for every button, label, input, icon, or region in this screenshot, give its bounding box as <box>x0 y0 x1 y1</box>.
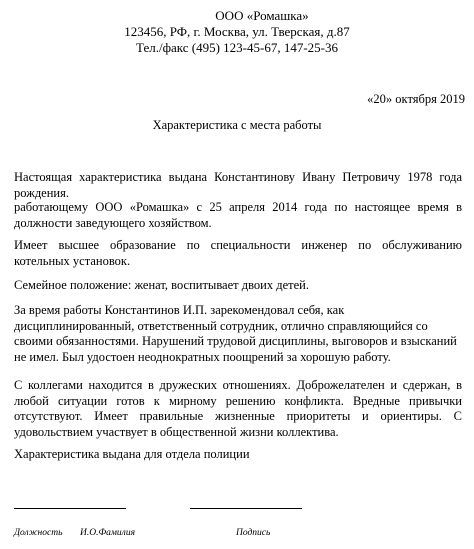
signature-caption: Подпись <box>236 528 271 538</box>
paragraph-purpose: Характеристика выдана для отдела полиции <box>14 447 250 461</box>
company-address: 123456, РФ, г. Москва, ул. Тверская, д.87 <box>124 24 350 39</box>
document-title: Характеристика с места работы <box>152 118 322 132</box>
document-date: «20» октября 2019 <box>367 92 465 106</box>
position-caption: Должность <box>14 528 63 538</box>
company-phone: Тел./факс (495) 123-45-67, 147-25-36 <box>136 40 338 55</box>
signature-line <box>190 508 302 509</box>
paragraph-employment: работающему ООО «Ромашка» с 25 апреля 2014 года по настоящее время в должности заведующего хозяйством. <box>14 200 462 230</box>
paragraph-family: Семейное положение: женат, воспитывает двоих детей. <box>14 278 309 292</box>
paragraph-education: Имеет высшее образование по специальности инженер по обслуживанию котельных установок. <box>14 238 462 268</box>
company-name: ООО «Ромашка» <box>215 8 309 23</box>
name-caption: И.О.Фамилия <box>80 528 135 538</box>
position-signature-line <box>14 508 126 509</box>
paragraph-intro: Настоящая характеристика выдана Константинову Ивану Петровичу 1978 года рождения. <box>14 170 462 200</box>
paragraph-relations: С коллегами находится в дружеских отношениях. Доброжелателен и сдержан, в любой ситуации готов к мирному решению конфликта. Вредные привычки отсутствуют. Имеет правильные жизненные приоритеты и ориентиры. С удовольствием участвует в общественной жизни коллектива. <box>14 378 462 439</box>
paragraph-performance: За время работы Константинов И.П. зарекомендовал себя, как дисциплинированный, ответственный сотрудник, отлично справляющийся со своими обязанностями. Нарушений трудовой дисциплины, выговоров и взысканий не имел. Был удостоен неоднократных поощрений за хорошую работу. <box>14 303 457 364</box>
